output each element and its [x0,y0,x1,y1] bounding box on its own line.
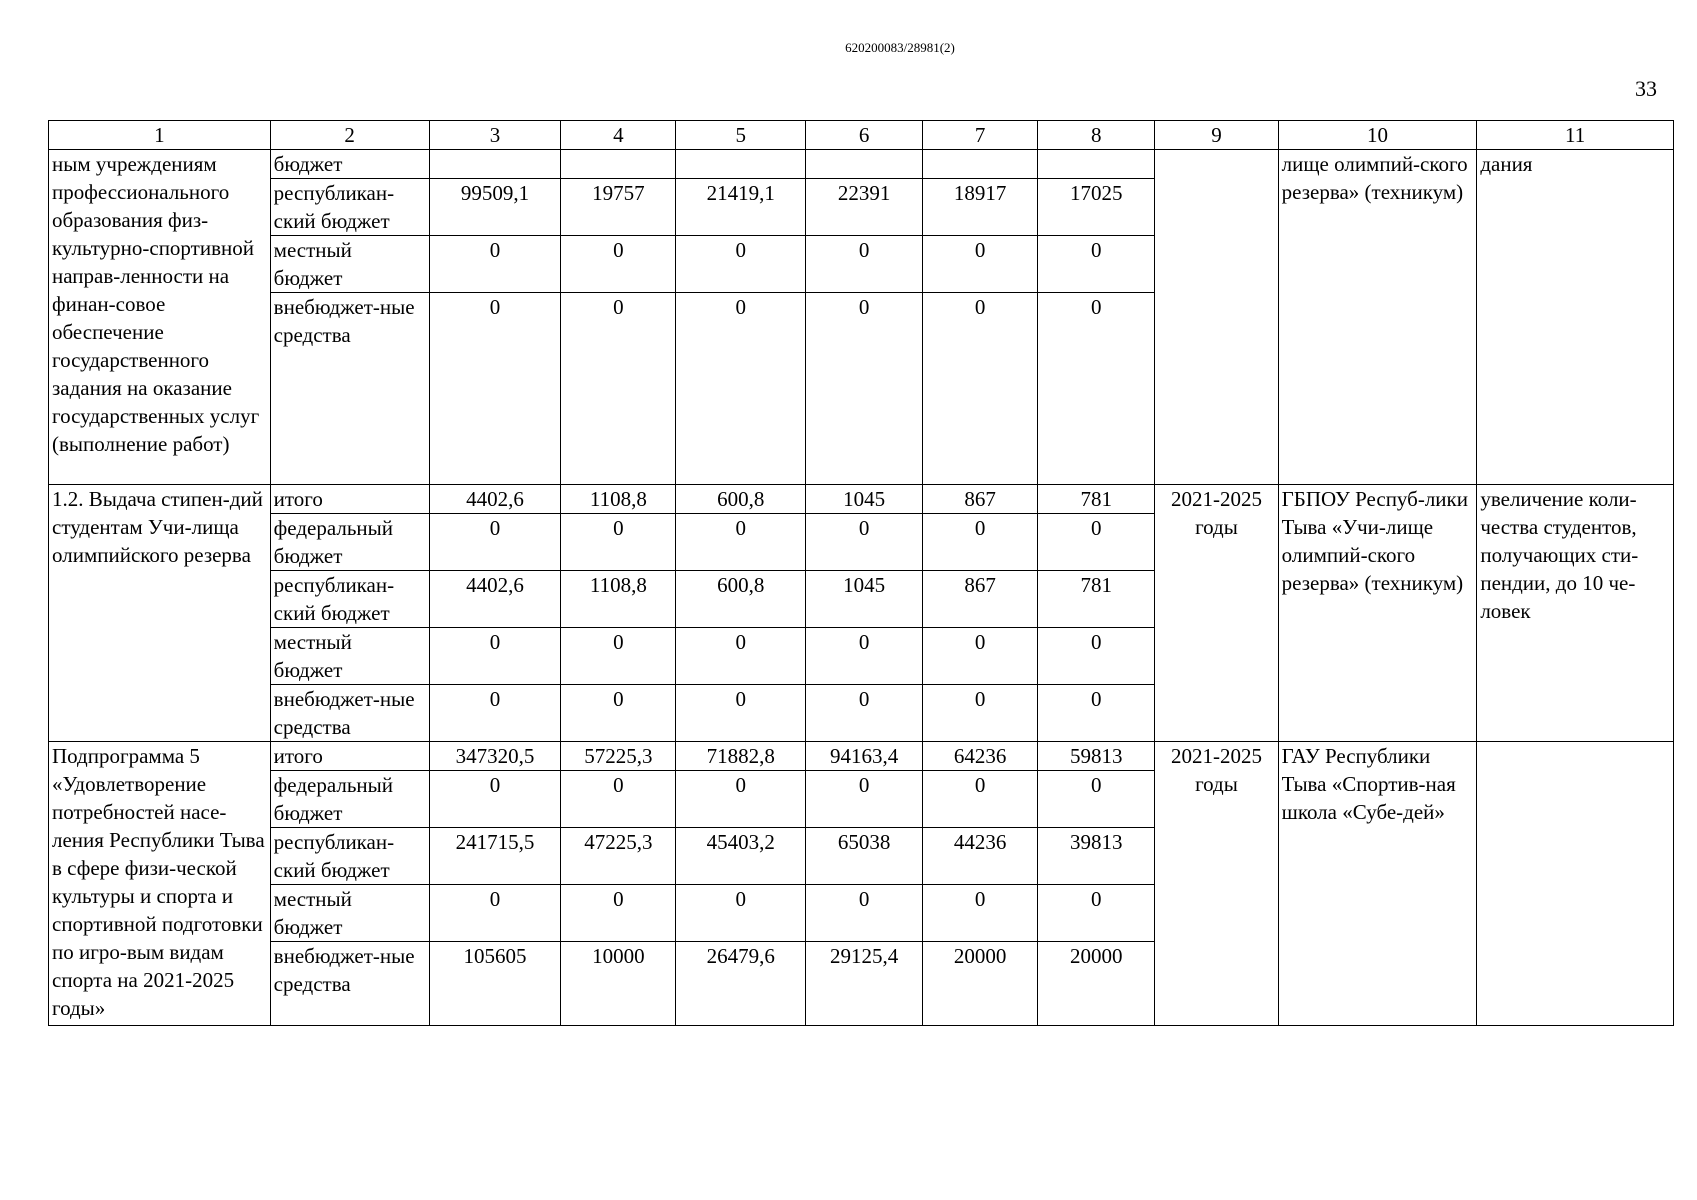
value-cell: 0 [923,293,1038,485]
value-cell [923,150,1038,179]
column-header: 7 [923,121,1038,150]
value-cell: 0 [923,236,1038,293]
value-cell: 0 [561,514,676,571]
value-cell: 600,8 [676,571,806,628]
funding-source: внебюджет-ные средства [270,942,429,1026]
value-cell: 0 [1038,628,1155,685]
column-header: 2 [270,121,429,150]
value-cell: 21419,1 [676,179,806,236]
value-cell: 0 [923,771,1038,828]
value-cell [561,150,676,179]
value-cell: 0 [1038,293,1155,485]
result-cell: увеличение коли-чества студентов, получающих сти-пендии, до 10 че-ловек [1477,485,1674,742]
value-cell: 17025 [1038,179,1155,236]
column-header: 10 [1278,121,1477,150]
value-cell: 22391 [806,179,923,236]
column-header: 5 [676,121,806,150]
value-cell: 0 [429,885,561,942]
value-cell: 94163,4 [806,742,923,771]
value-cell: 1108,8 [561,485,676,514]
value-cell: 0 [561,771,676,828]
value-cell: 347320,5 [429,742,561,771]
page-number: 33 [1635,76,1657,101]
value-cell: 0 [429,293,561,485]
funding-source: местный бюджет [270,236,429,293]
value-cell: 0 [923,685,1038,742]
value-cell: 0 [429,628,561,685]
value-cell: 0 [676,885,806,942]
value-cell: 10000 [561,942,676,1026]
funding-source: местный бюджет [270,628,429,685]
value-cell: 64236 [923,742,1038,771]
result-cell [1477,742,1674,1026]
executor-cell: ГБПОУ Респуб-лики Тыва «Учи-лище олимпий-ского резерва» (техникум) [1278,485,1477,742]
funding-source: внебюджет-ные средства [270,293,429,485]
value-cell: 0 [561,885,676,942]
funding-source: федеральный бюджет [270,514,429,571]
value-cell: 0 [923,628,1038,685]
value-cell: 0 [561,685,676,742]
value-cell: 0 [676,628,806,685]
value-cell: 29125,4 [806,942,923,1026]
executor-cell: ГАУ Республики Тыва «Спортив-ная школа «Субе-дей» [1278,742,1477,1026]
value-cell: 20000 [923,942,1038,1026]
value-cell: 781 [1038,485,1155,514]
column-header: 8 [1038,121,1155,150]
column-header: 9 [1155,121,1278,150]
period-cell [1155,150,1278,485]
value-cell: 1045 [806,571,923,628]
executor-cell: лище олимпий-ского резерва» (техникум) [1278,150,1477,485]
value-cell: 0 [561,293,676,485]
value-cell: 867 [923,485,1038,514]
value-cell: 0 [1038,236,1155,293]
value-cell: 0 [676,771,806,828]
value-cell: 0 [1038,771,1155,828]
value-cell: 59813 [1038,742,1155,771]
value-cell: 0 [561,236,676,293]
table-row [49,150,1674,179]
funding-source: внебюджет-ные средства [270,685,429,742]
funding-source: бюджет [270,150,429,179]
value-cell [429,150,561,179]
funding-source: республикан-ский бюджет [270,179,429,236]
value-cell: 39813 [1038,828,1155,885]
value-cell: 47225,3 [561,828,676,885]
value-cell: 0 [806,293,923,485]
column-header: 1 [49,121,271,150]
value-cell: 105605 [429,942,561,1026]
period-cell: 2021-2025 годы [1155,742,1278,1026]
value-cell: 867 [923,571,1038,628]
funding-source: итого [270,485,429,514]
value-cell: 26479,6 [676,942,806,1026]
value-cell: 0 [806,236,923,293]
funding-source: республикан-ский бюджет [270,571,429,628]
activity-name: Подпрограмма 5 «Удовлетворение потребностей насе-ления Республики Тыва в сфере физи-ческой культуры и спорта и спортивной подготовки по игро-вым видам спорта на 2021-2025 годы» [49,742,271,1026]
value-cell: 0 [429,236,561,293]
value-cell: 1108,8 [561,571,676,628]
table-row [49,742,1674,771]
funding-source: федеральный бюджет [270,771,429,828]
column-header: 11 [1477,121,1674,150]
value-cell: 0 [429,685,561,742]
value-cell: 57225,3 [561,742,676,771]
funding-source: итого [270,742,429,771]
value-cell: 0 [676,293,806,485]
value-cell: 0 [1038,685,1155,742]
value-cell: 65038 [806,828,923,885]
value-cell: 0 [1038,885,1155,942]
value-cell [806,150,923,179]
value-cell: 0 [806,771,923,828]
activity-name: ным учреждениям профессионального образования физ-культурно-спортивной направ-ленности на финан-совое обеспечение государственного задания на оказание государственных услуг (выполнение работ) [49,150,271,485]
table-row [49,485,1674,514]
value-cell: 19757 [561,179,676,236]
result-cell: дания [1477,150,1674,485]
value-cell: 18917 [923,179,1038,236]
column-header: 6 [806,121,923,150]
column-header: 3 [429,121,561,150]
value-cell: 0 [806,885,923,942]
period-cell: 2021-2025 годы [1155,485,1278,742]
funding-source: республикан-ский бюджет [270,828,429,885]
activity-name: 1.2. Выдача стипен-дий студентам Учи-лища олимпийского резерва [49,485,271,742]
column-header: 4 [561,121,676,150]
value-cell: 0 [429,514,561,571]
value-cell: 600,8 [676,485,806,514]
value-cell: 4402,6 [429,571,561,628]
value-cell: 0 [806,514,923,571]
value-cell [1038,150,1155,179]
value-cell: 0 [806,685,923,742]
funding-source: местный бюджет [270,885,429,942]
value-cell [676,150,806,179]
value-cell: 1045 [806,485,923,514]
value-cell: 0 [1038,514,1155,571]
value-cell: 781 [1038,571,1155,628]
header-row [49,121,1674,150]
value-cell: 71882,8 [676,742,806,771]
value-cell: 0 [923,885,1038,942]
value-cell: 241715,5 [429,828,561,885]
value-cell: 20000 [1038,942,1155,1026]
value-cell: 0 [676,685,806,742]
budget-table [48,120,1674,1026]
document-number: 620200083/28981(2) [845,40,955,55]
value-cell: 0 [923,514,1038,571]
value-cell: 4402,6 [429,485,561,514]
value-cell: 0 [561,628,676,685]
value-cell: 0 [806,628,923,685]
value-cell: 99509,1 [429,179,561,236]
value-cell: 0 [676,514,806,571]
value-cell: 44236 [923,828,1038,885]
value-cell: 0 [429,771,561,828]
value-cell: 0 [676,236,806,293]
value-cell: 45403,2 [676,828,806,885]
